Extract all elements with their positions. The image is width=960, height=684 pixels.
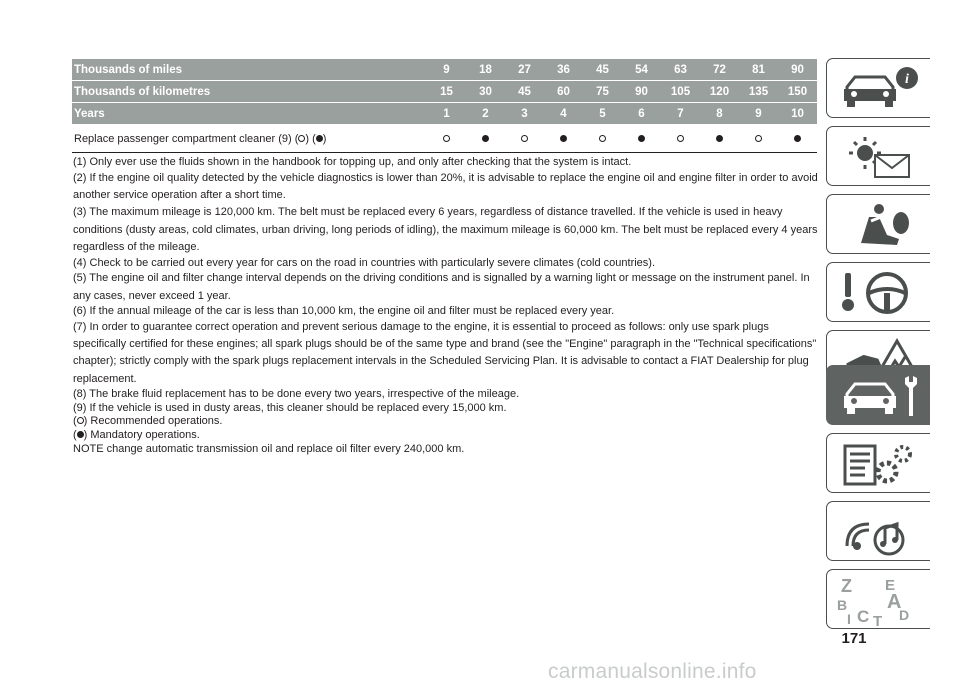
note-8: (8) The brake fluid replacement has to be done every two years, irrespective of the mileage. xyxy=(73,388,520,401)
operation-mark-cell xyxy=(427,125,466,153)
warning-lights-message-icon xyxy=(835,131,927,183)
index-letters-icon xyxy=(835,574,927,626)
mandatory-dot-icon xyxy=(482,135,489,142)
tab-safety[interactable] xyxy=(826,194,930,254)
svg-text:D: D xyxy=(899,607,910,623)
legend-mandatory xyxy=(73,429,825,443)
operation-mark-cell xyxy=(739,125,778,153)
years-cell: 7 xyxy=(661,103,700,125)
miles-cell: 72 xyxy=(700,59,739,81)
svg-text:Z: Z xyxy=(841,576,852,596)
car-info-icon xyxy=(835,63,927,115)
operation-mark-cell xyxy=(700,125,739,153)
miles-cell: 27 xyxy=(505,59,544,81)
footnotes xyxy=(73,156,825,456)
miles-cell: 54 xyxy=(622,59,661,81)
note-4: (4) Check to be carried out every year for cars on the road in countries with particularly severe climates (cold countries). xyxy=(73,256,656,269)
page-number: 171 xyxy=(841,630,867,647)
filled-circle-icon xyxy=(316,135,323,142)
years-cell: 2 xyxy=(466,103,505,125)
operation-mark-cell xyxy=(505,125,544,153)
operation-row xyxy=(72,125,817,153)
km-cell: 120 xyxy=(700,81,739,103)
row-label: Thousands of miles xyxy=(72,59,427,81)
recommended-circle-icon xyxy=(677,135,684,142)
tab-starting-driving[interactable] xyxy=(826,262,930,322)
miles-cell: 90 xyxy=(778,59,817,81)
operation-label-text: ) xyxy=(322,132,327,145)
years-cell: 9 xyxy=(739,103,778,125)
note-5: (5) The engine oil and filter change interval depends on the driving conditions and is signalled by a warning light or message on the instrument panel. In any cases, never exceed 1 year. xyxy=(73,272,810,302)
miles-cell: 81 xyxy=(739,59,778,81)
km-cell: 75 xyxy=(583,81,622,103)
km-cell: 135 xyxy=(739,81,778,103)
recommended-circle-icon xyxy=(599,135,606,142)
svg-text:A: A xyxy=(887,591,902,613)
mandatory-dot-icon xyxy=(638,135,645,142)
car-maintenance-icon xyxy=(835,370,927,422)
tab-maintenance[interactable] xyxy=(826,365,930,425)
note-9: (9) If the vehicle is used in dusty areas, this cleaner should be replaced every 15,000 km. xyxy=(73,401,507,414)
svg-text:I: I xyxy=(847,611,851,626)
operation-mark-cell xyxy=(661,125,700,153)
miles-cell: 18 xyxy=(466,59,505,81)
note-final: NOTE change automatic transmission oil and replace oil filter every 240,000 km. xyxy=(73,442,465,455)
row-label: Thousands of kilometres xyxy=(72,81,427,103)
table-body xyxy=(72,59,817,153)
years-cell: 8 xyxy=(700,103,739,125)
years-cell: 5 xyxy=(583,103,622,125)
legend-text: ) Mandatory operations. xyxy=(83,429,200,442)
years-row xyxy=(72,103,817,125)
kilometres-row xyxy=(72,81,817,103)
tab-car-info[interactable] xyxy=(826,58,930,118)
filled-circle-icon xyxy=(77,431,84,438)
km-cell: 45 xyxy=(505,81,544,103)
recommended-circle-icon xyxy=(443,135,450,142)
operation-label-text: ) ( xyxy=(305,132,316,145)
tab-warning-lights[interactable] xyxy=(826,126,930,186)
tab-index[interactable] xyxy=(826,569,930,629)
tab-technical-data[interactable] xyxy=(826,433,930,493)
svg-text:B: B xyxy=(837,597,848,613)
years-cell: 3 xyxy=(505,103,544,125)
tab-multimedia[interactable] xyxy=(826,501,930,561)
km-cell: 60 xyxy=(544,81,583,103)
km-cell: 90 xyxy=(622,81,661,103)
miles-cell: 36 xyxy=(544,59,583,81)
km-cell: 105 xyxy=(661,81,700,103)
years-cell: 4 xyxy=(544,103,583,125)
specifications-gears-icon xyxy=(835,438,927,490)
mandatory-dot-icon xyxy=(560,135,567,142)
svg-text:C: C xyxy=(857,607,870,626)
miles-cell: 63 xyxy=(661,59,700,81)
multimedia-icon xyxy=(835,506,927,558)
years-cell: 6 xyxy=(622,103,661,125)
mandatory-dot-icon xyxy=(716,135,723,142)
legend-recommended xyxy=(73,415,825,429)
operation-mark-cell xyxy=(622,125,661,153)
operation-mark-cell xyxy=(544,125,583,153)
years-cell: 10 xyxy=(778,103,817,125)
operation-mark-cell xyxy=(466,125,505,153)
note-2: (2) If the engine oil quality detected by the vehicle diagnostics is lower than 20%, it is advisable to replace the engine oil and engine filter in order to avoid another service operation after a short time. xyxy=(73,171,818,201)
legend-text: ) Recommended operations. xyxy=(83,415,223,428)
legend-text: ( xyxy=(73,415,77,428)
km-cell: 150 xyxy=(778,81,817,103)
mandatory-dot-icon xyxy=(794,135,801,142)
svg-text:T: T xyxy=(873,613,883,626)
operation-label xyxy=(72,125,427,153)
note-6: (6) If the annual mileage of the car is less than 10,000 km, the engine oil and filter must be replaced every year. xyxy=(73,305,615,318)
operation-label-text: Replace passenger compartment cleaner (9) ( xyxy=(74,132,299,145)
legend-text: ( xyxy=(73,429,77,442)
miles-row xyxy=(72,59,817,81)
svg-text:i: i xyxy=(905,72,909,87)
row-label: Years xyxy=(72,103,427,125)
miles-cell: 9 xyxy=(427,59,466,81)
operation-mark-cell xyxy=(778,125,817,153)
service-schedule-table xyxy=(72,59,817,153)
recommended-circle-icon xyxy=(755,135,762,142)
note-7: (7) In order to guarantee correct operation and prevent serious damage to the engine, it is essential to proceed as follows: only use spark plugs specifically certified for these engines; all spark plugs should be of the same type and brand (see the "Engine" paragraph in the "Technical specifications" chapter); strictly comply with the spark plugs replacement intervals in the Scheduled Servicing Plan. It is advisable to contact a FIAT Dealership for plug replacement. xyxy=(73,320,817,385)
note-1: (1) Only ever use the fluids shown in the handbook for topping up, and only after checking that the system is intact. xyxy=(73,156,632,168)
years-cell: 1 xyxy=(427,103,466,125)
svg-text:E: E xyxy=(885,577,896,594)
km-cell: 15 xyxy=(427,81,466,103)
recommended-circle-icon xyxy=(521,135,528,142)
key-steering-wheel-icon xyxy=(835,267,927,319)
note-3: (3) The maximum mileage is 120,000 km. The belt must be replaced every 6 years, regardless of distance travelled. If the vehicle is used in heavy conditions (dusty areas, cold climates, urban driving, long periods of idling), the maximum mileage is 60,000 km. The belt must be replaced every 4 years regardless of the mileage. xyxy=(73,206,818,254)
airbag-seat-icon xyxy=(835,199,927,251)
hollow-circle-icon xyxy=(77,417,84,424)
miles-cell: 45 xyxy=(583,59,622,81)
km-cell: 30 xyxy=(466,81,505,103)
operation-mark-cell xyxy=(583,125,622,153)
watermark: carmanualsonline.info xyxy=(548,660,757,683)
